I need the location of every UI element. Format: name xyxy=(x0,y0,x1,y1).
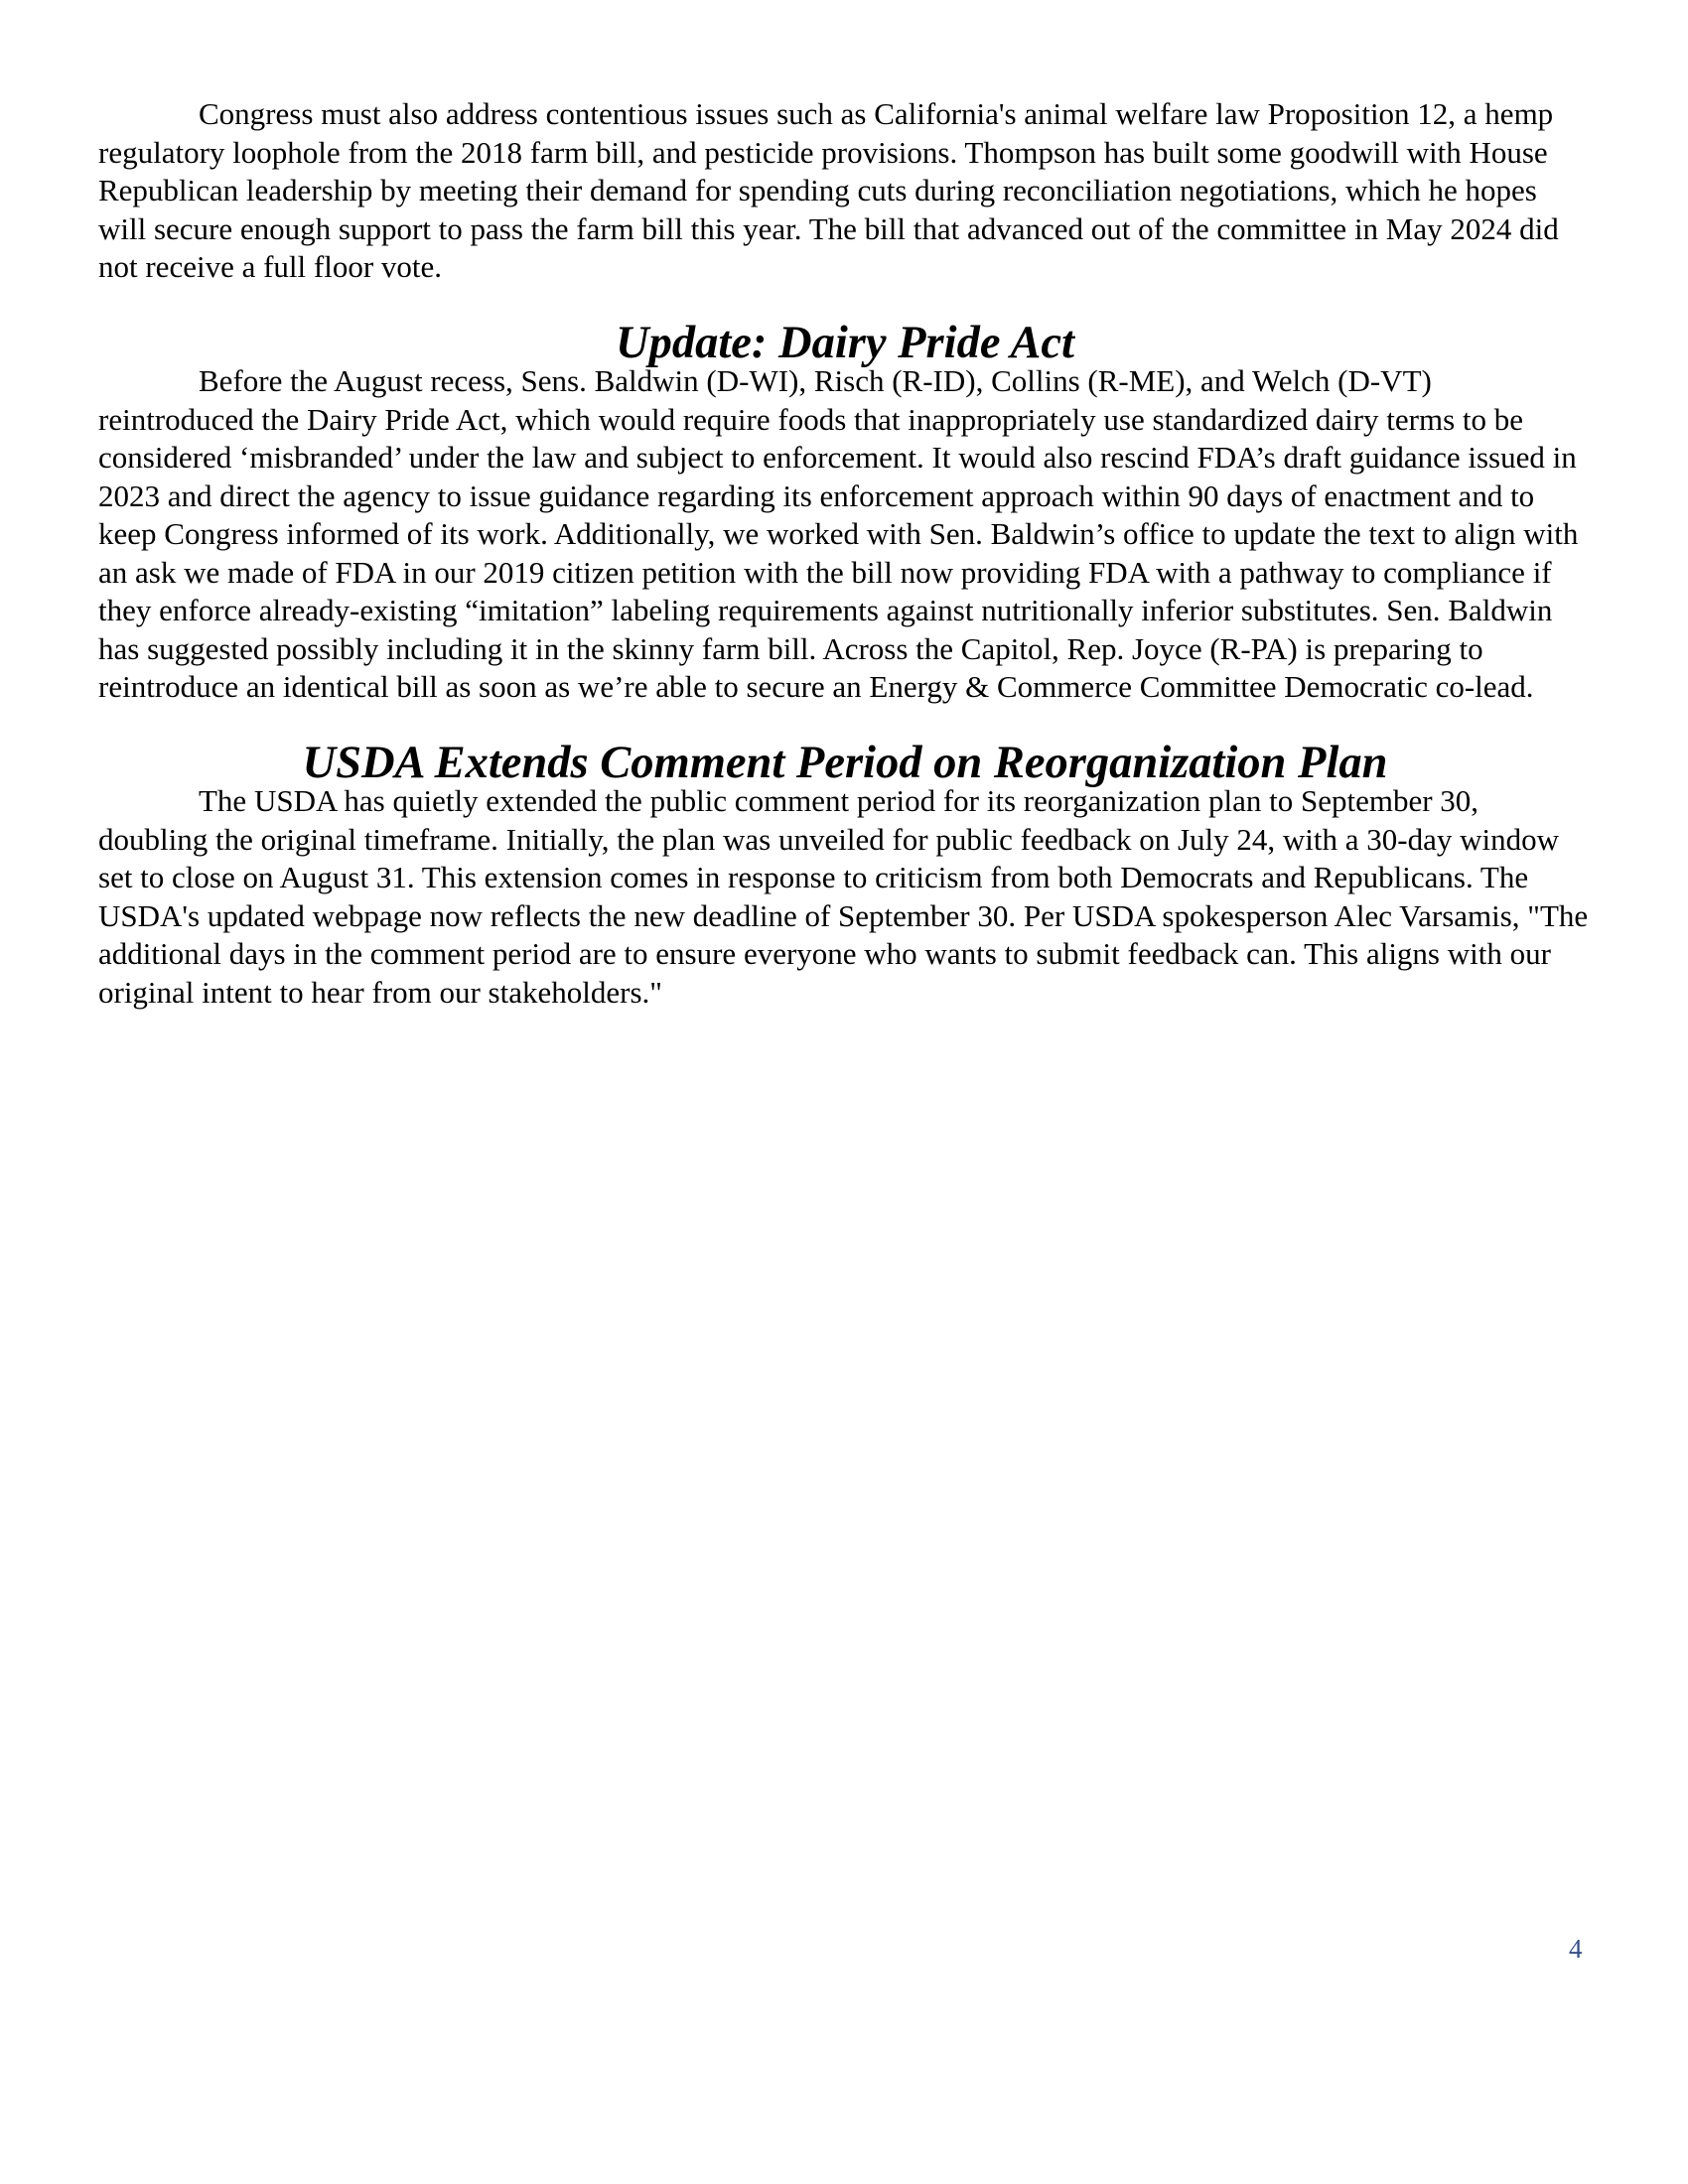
intro-paragraph: Congress must also address contentious issues such as California's animal welfare law Proposition 12, a hemp regulatory loophole from the 2018 farm bill, and pesticide provisions. Thompson has built some goodwill with House Republican leadership by meeting their demand for spending cuts during reconciliation negotiations, which he hopes will secure enough support to pass the farm bill this year. The bill that advanced out of the committee in May 2024 did not receive a full floor vote. xyxy=(98,96,1559,284)
section-heading-usda-comment-period: USDA Extends Comment Period on Reorganization Plan xyxy=(302,737,1388,788)
usda-comment-period-paragraph: The USDA has quietly extended the public comment period for its reorganization plan to September 30, doubling the original timeframe. Initially, the plan was unveiled for public feedback on July 24, with a 30-day window set to close on August 31. This extension comes in response to criticism from both Democrats and Republicans. The USDA's updated webpage now reflects the new deadline of September 30. Per USDA spokesperson Alec Varsamis, "The additional days in the comment period are to ensure everyone who wants to submit feedback can. This aligns with our original intent to hear from our stakeholders." xyxy=(98,783,1589,1010)
section-heading-dairy-pride-act: Update: Dairy Pride Act xyxy=(616,317,1074,368)
page-number: 4 xyxy=(1569,1934,1583,1964)
dairy-pride-act-paragraph: Before the August recess, Sens. Baldwin (D-WI), Risch (R-ID), Collins (R-ME), and Welch (D-VT) reintroduced the Dairy Pride Act, which would require foods that inappropriately use standardized dairy terms to be considered ‘misbranded’ under the law and subject to enforcement. It would also rescind FDA’s draft guidance issued in 2023 and direct the agency to issue guidance regarding its enforcement approach within 90 days of enactment and to keep Congress informed of its work. Additionally, we worked with Sen. Baldwin’s office to update the text to align with an ask we made of FDA in our 2019 citizen petition with the bill now providing FDA with a pathway to compliance if they enforce already-existing “imitation” labeling requirements against nutritionally inferior substitutes. Sen. Baldwin has suggested possibly including it in the skinny farm bill. Across the Capitol, Rep. Joyce (R-PA) is preparing to reintroduce an identical bill as soon as we’re able to secure an Energy & Commerce Committee Democratic co-lead. xyxy=(98,363,1579,704)
page-content xyxy=(98,95,1592,1012)
